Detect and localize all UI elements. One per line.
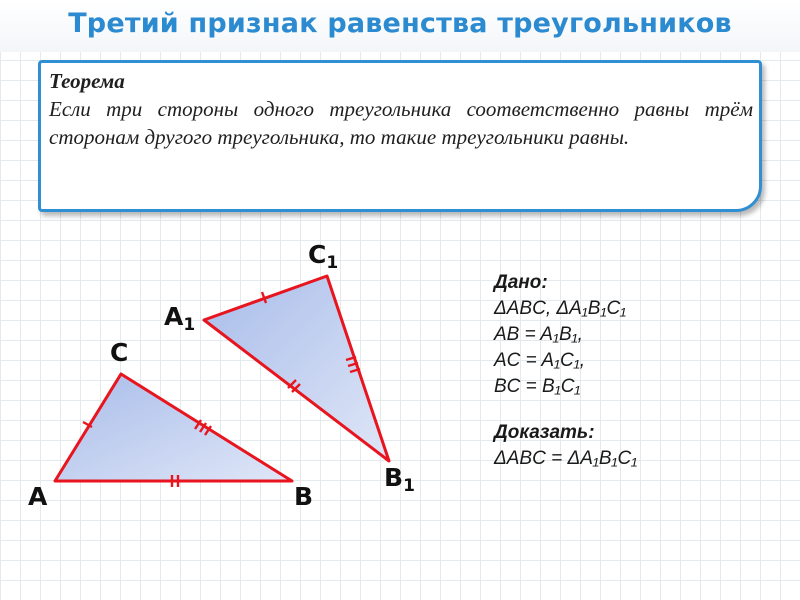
given-heading: Дано:	[494, 272, 548, 293]
given-line: ΔABC, ΔA₁B₁C₁	[494, 298, 627, 319]
vertex-label-c: C	[110, 338, 129, 367]
given-line: AC = A₁C₁,	[494, 350, 586, 371]
given-line: AB = A₁B₁,	[494, 324, 583, 345]
vertex-label-c1: $C_1$	[308, 240, 339, 273]
prove-heading: Доказать:	[494, 422, 595, 443]
triangle-a1b1c1	[204, 276, 389, 461]
vertex-label-a1: $A_1$	[164, 302, 196, 335]
theorem-text: Если три стороны одного треугольника соответственно равны трём сторонам другого треугольника, то такие треугольники равны.	[49, 97, 753, 149]
slide-title: Третий признак равенства треугольников	[68, 8, 732, 39]
prove-line: ΔABC = ΔA₁B₁C₁	[494, 448, 638, 469]
given-block	[494, 270, 637, 472]
vertex-label-a: A	[28, 482, 48, 511]
vertex-label-b1: $B_1$	[384, 463, 415, 496]
vertex-label-b: B	[294, 482, 314, 511]
theorem-heading: Теорема	[49, 69, 125, 93]
given-line: BC = B₁C₁	[494, 376, 581, 397]
